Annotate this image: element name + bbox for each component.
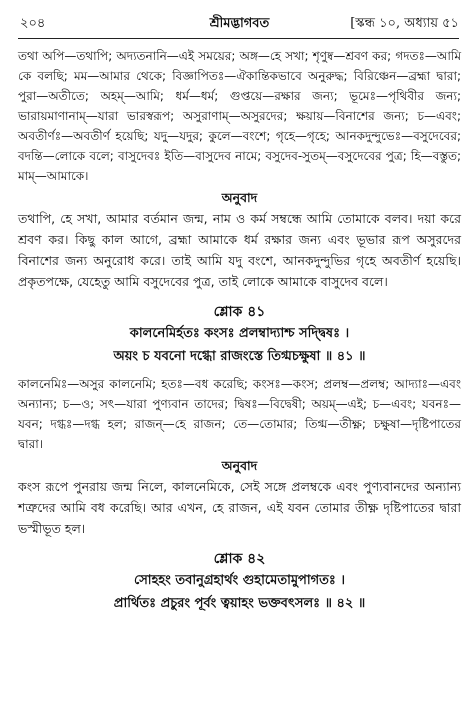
verse-label-42: শ্লোক ৪২ xyxy=(213,551,266,567)
verse-41-line-1: কালনেমির্হতঃ কংসঃ প্রলম্বাদ্যাশ্চ সদ্দ্বিষঃ । xyxy=(129,326,350,341)
translation-41: কংস রূপে পুনরায় জন্ম নিলে, কালনেমিকে, সেই সঙ্গে প্রলম্বকে এবং পুণ্যবানদের অন্যান্য শত্রুদের আমি বধ করেছি। আর এখন, হে রাজন, এই যবন তোমার তীক্ষ্ণ দৃষ্টিপাতের দ্বারা ভস্মীভূত হল। xyxy=(18,479,461,536)
page-content xyxy=(18,46,461,615)
verse-42-line-2: প্রার্থিতঃ প্রচুরং পূর্বং ত্বয়াহং ভক্তবৎসলঃ ॥ ৪২ ॥ xyxy=(113,596,366,611)
verse-42-line-1: সোহহং তবানুগ্রহার্থং গুহামেতামুপাগতঃ । xyxy=(133,573,346,588)
synonyms-block-41: কালনেমিঃ—অসুর কালনেমি; হতঃ—বধ করেছি; কংসঃ—কংস; প্রলম্ব—প্রলম্ব; আদ্যাঃ—এবং অন্যান্য; চ—ও; সৎ—যারা পুণ্যবান তাদের; দ্বিষঃ—বিদ্বেষী; অয়ম্—এই; চ—এবং; যবনঃ—যবন; দগ্ধঃ—দগ্ধ হল; রাজন্—হে রাজন; তে—তোমার; তিগ্ম—তীক্ষ্ণ; চক্ষুষা—দৃষ্টিপাতের দ্বারা। xyxy=(18,377,461,451)
verse-label-41: শ্লোক ৪১ xyxy=(213,304,266,320)
page-header xyxy=(20,14,459,36)
header-rule xyxy=(18,38,459,39)
verse-41-line-2: অয়ং চ যবনো দগ্ধো রাজংস্তে তিগ্মচক্ষুষা ॥ ৪১ ॥ xyxy=(113,349,366,364)
chapter-location: [স্কন্ধ ১০, অধ্যায় ৫১ xyxy=(350,16,459,31)
synonyms-block-40: তথা অপি—তথাপি; অদ্যতনানি—এই সময়ের; অঙ্গ—হে সখা; শৃণুষ্ব—শ্রবণ কর; গদতঃ—আমি কে বলছি; মম—আমার থেকে; বিজ্ঞাপিতঃ—ঐকান্তিকভাবে অনুরুদ্ধ; বিরিঞ্চেন—ব্রহ্মা দ্বারা; পুরা—অতীতে; অহম্—আমি; ধর্ম—ধর্ম; গুপ্তয়ে—রক্ষার জন্য; ভূমেঃ—পৃথিবীর জন্য; ভারায়মাণানাম্—যারা ভারস্বরূপ; অসুরাণাম্—অসুরদের; ক্ষয়ায়—বিনাশের জন্য; চ—এবং; অবতীর্ণঃ—অবতীর্ণ হয়েছি; যদু—যদুর; কুলে—বংশে; গৃহে—গৃহে; আনকদুন্দুভেঃ—বসুদেবের; বদন্তি—লোকে বলে; বাসুদেবঃ ইতি—বাসুদেব নামে; বসুদেব-সুতম্—বসুদেবের পুত্র; হি—বস্তুত; মাম্—আমাকে। xyxy=(18,49,461,183)
translation-heading-41: অনুবাদ xyxy=(221,458,258,473)
translation-40: তথাপি, হে সখা, আমার বর্তমান জন্ম, নাম ও কর্ম সম্বন্ধে আমি তোমাকে বলব। দয়া করে শ্রবণ কর। কিছু কাল আগে, ব্রহ্মা আমাকে ধর্ম রক্ষার জন্য এবং ভূভার রূপ অসুরদের বিনাশের জন্য অনুরোধ করে। তাই আমি যদু বংশে, আনকদুন্দুভির গৃহে অবতীর্ণ হয়েছি। প্রকৃতপক্ষে, যেহেতু আমি বসুদেবের পুত্র, তাই লোকে আমাকে বাসুদেব বলে। xyxy=(18,211,461,289)
translation-heading-40: অনুবাদ xyxy=(221,190,258,205)
page-number: ২০৪ xyxy=(20,16,46,31)
book-title: শ্রীমদ্ভাগবত xyxy=(209,16,270,31)
